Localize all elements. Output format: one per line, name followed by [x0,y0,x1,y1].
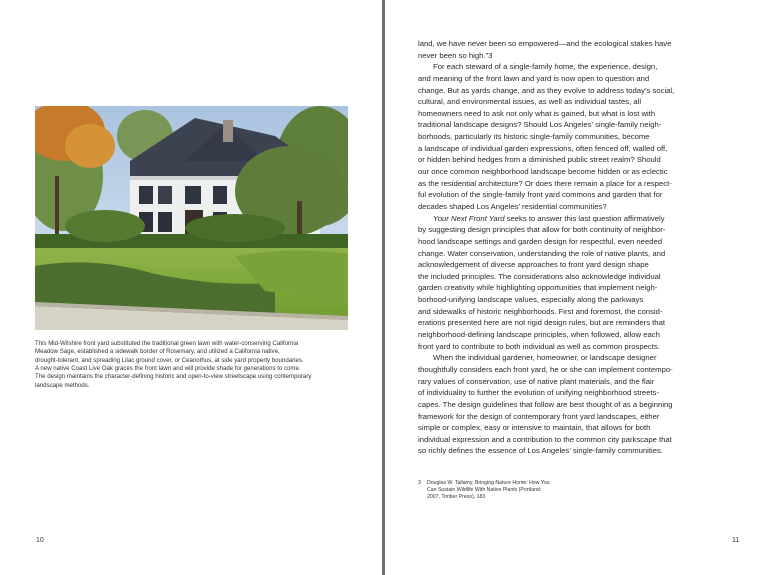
body-text-line: capes. The design guidelines that follow are best thought of as a beginning [418,399,673,409]
body-text-line: rary values of conservation, use of native plant materials, and the flair [418,376,655,386]
body-text-line: the included principles. The considerations also acknowledge individual [418,271,661,281]
body-text-line: garden creativity while highlighting opportunities that implement neigh- [418,283,658,293]
footnote-number: 3 [418,480,421,486]
body-text-line: change. But as yards change, and as they evolve to address today’s social, [418,85,675,95]
caption-line: drought-tolerant, and spreading Lilac ground cover, or Ceanothus, at side yard property boundaries. [35,356,304,364]
body-text-line: and meaning of the front lawn and yard is now open to question and [418,73,650,83]
house-garden-illustration [35,106,348,330]
caption-line: Meadow Sage, established a sidewalk border of Rosemary, and utilized a California native, [35,348,280,356]
body-text-line: never been so high.”3 [418,50,493,60]
footnote-line: 2007, Timber Press), 183 [427,493,486,500]
body-text-line: When the individual gardener, homeowner, or landscape designer [433,353,657,363]
photo-caption [35,340,355,390]
body-text-line: neighborhood-defining landscape principles, when followed, allow each [418,330,660,340]
caption-line: landscape methods. [35,381,90,389]
body-text-line: homeowners need to ask not only what is gained, but what is lost with [418,108,656,118]
body-text-line: borhood-unifying landscape values, especially along the parkways [418,295,644,305]
body-text-line: of individuality to further the evolution of unifying neighborhood streets- [418,388,660,398]
body-text-line: ful evolution of the single-family front yard commons and garden that for [418,190,663,200]
body-text-line: individual expression and a contribution to the common city parkscape that [418,434,672,444]
body-text-line: land, we have never been so empowered—and the ecological stakes have [418,39,672,48]
body-text-line: borhoods, particularly its historic single-family communities, become [418,132,650,142]
page-number-right: 11 [732,537,740,544]
body-text-line: so richly defines the essence of Los Angeles’ single-family communities. [418,446,663,456]
italic-title: Your Next Front Yard [433,213,505,223]
body-text-line: or hidden behind hedges from a diminished public street realm? Should [418,155,661,165]
caption-line: This Mid-Wilshire front yard substituted the traditional green lawn with water-conserving California [35,340,299,347]
body-text-line: cultural, and environmental issues, as well as individual tastes, all [418,97,642,107]
footnote-line: Douglas W. Tallamy, Bringing Nature Home: How You [427,480,550,486]
body-text-line: erations presented here are not rigid design rules, but are reminders that [418,318,665,328]
left-page [0,0,382,575]
body-text-line: change. Water conservation, understanding the role of native plants, and [418,248,666,258]
caption-line: The design maintains the character-defining historic and open-to-view streetscape using contemporary [35,373,312,381]
footnote-line: Can Sustain Wildlife With Native Plants (Portland: [427,486,542,493]
body-text-line: framework for the design of contemporary front yard landscapes, either [418,411,660,421]
caption-line: A new native Coast Live Oak graces the front lawn and will provide shade for generations to come. [35,365,301,373]
right-page [385,0,767,575]
body-text-line: our once common neighborhood landscape become hidden or as eclectic [418,167,668,177]
body-text [418,38,698,457]
body-text-line: and sidewalks of historic neighborhoods. First and foremost, the consid- [418,306,663,316]
body-text-line: acknowledgement of diverse approaches to front yard design shape [418,260,649,270]
body-text-line: as the residential architecture? Or does there remain a place for a respect- [418,178,672,188]
body-text-line: thoughtfully considers each front yard, he or she can implement contempo- [418,364,673,374]
body-text-line: traditional landscape designs? Should Los Angeles’ single-family neigh- [418,120,662,130]
body-text-line: a landscape of individual garden expressions, often fenced off, walled off, [418,143,668,153]
body-text-line: Your Next Front Yard seeks to answer this last question affirmatively [433,213,665,223]
body-text-line: hood landscape settings and garden design for respectful, even needed [418,236,663,246]
body-text-line: front yard to contribute to both individual as well as common prospects. [418,341,660,351]
body-text-line: For each steward of a single-family home, the experience, design, [433,62,658,72]
footnote [418,480,568,500]
front-yard-photo [35,106,348,330]
body-text-line: simple or complex, easy or intensive to maintain, that allows for both [418,423,651,433]
body-text-line: by suggesting design principles that allow for both continuity of neighbor- [418,225,666,235]
body-text-line: decades shaped Los Angeles’ residential communities? [418,201,607,211]
page-number-left: 10 [36,537,44,544]
